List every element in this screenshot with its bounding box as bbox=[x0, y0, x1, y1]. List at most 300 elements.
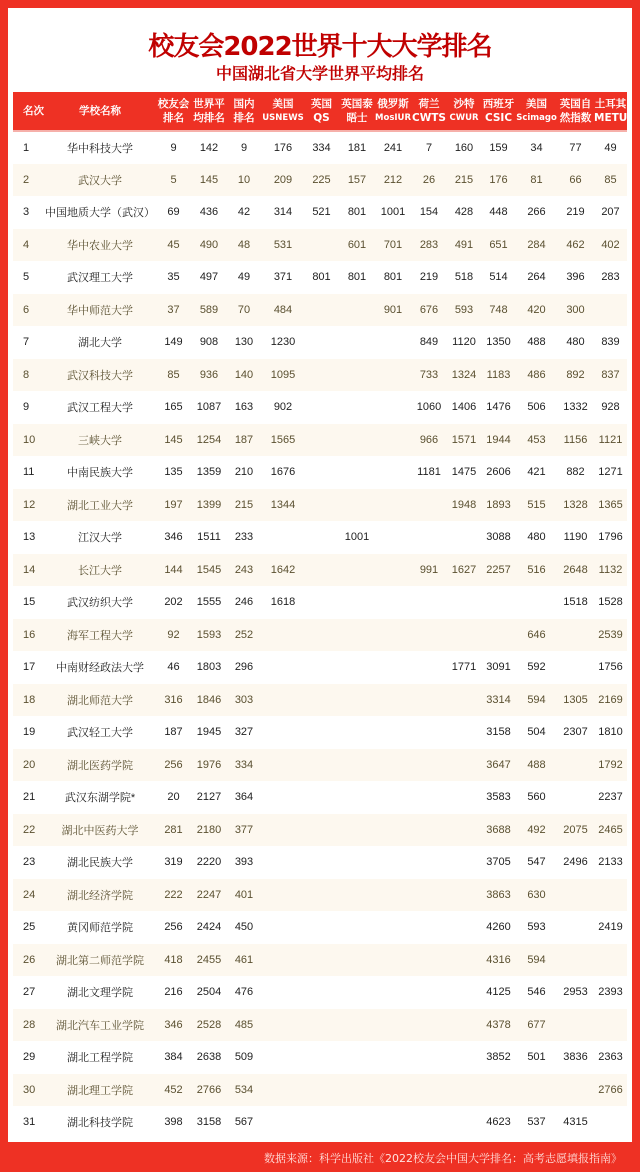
score-cell: 1001 bbox=[380, 206, 406, 219]
score-cell: 319 bbox=[164, 856, 183, 869]
table-row bbox=[13, 1074, 627, 1107]
score-cell: 20 bbox=[167, 791, 180, 804]
score-cell bbox=[339, 749, 375, 782]
score-cell: 902 bbox=[273, 401, 293, 414]
score-cell: 1350 bbox=[486, 336, 511, 349]
score-cell: 197 bbox=[155, 489, 192, 522]
score-cell bbox=[375, 586, 411, 619]
score-cell bbox=[411, 911, 447, 944]
column-header-line2: USNEWS bbox=[262, 113, 304, 123]
score-cell: 1060 bbox=[416, 401, 442, 414]
score-cell: 1475 bbox=[451, 466, 477, 479]
score-cell: 1796 bbox=[598, 531, 623, 544]
score-cell: 421 bbox=[527, 466, 546, 479]
score-cell: 37 bbox=[155, 294, 192, 327]
column-header-line1: 国内 bbox=[233, 98, 255, 110]
score-cell: 364 bbox=[234, 791, 254, 804]
column-header-line2: METU bbox=[594, 112, 628, 124]
school-name-cell: 中南民族大学 bbox=[67, 467, 133, 480]
score-cell: 1810 bbox=[598, 726, 623, 739]
score-cell: 733 bbox=[411, 359, 447, 392]
table-row bbox=[13, 521, 627, 554]
score-cell: 1528 bbox=[598, 596, 623, 609]
score-cell bbox=[594, 294, 627, 327]
rank-cell: 22 bbox=[13, 814, 45, 847]
column-header bbox=[45, 92, 155, 131]
score-cell: 497 bbox=[199, 271, 219, 284]
school-name-cell: 华中科技大学 bbox=[67, 142, 133, 155]
score-cell bbox=[447, 684, 481, 717]
score-cell: 314 bbox=[273, 206, 293, 219]
score-cell: 547 bbox=[527, 856, 546, 869]
score-cell bbox=[262, 749, 304, 782]
score-cell bbox=[375, 1074, 411, 1107]
rank-cell: 25 bbox=[23, 921, 36, 934]
score-cell bbox=[375, 359, 411, 392]
table-row bbox=[13, 456, 627, 489]
score-cell: 70 bbox=[226, 294, 262, 327]
score-cell bbox=[262, 1106, 304, 1139]
score-cell: 316 bbox=[155, 684, 192, 717]
score-cell: 215 bbox=[226, 489, 262, 522]
score-cell: 142 bbox=[199, 141, 219, 154]
score-cell: 2257 bbox=[481, 554, 516, 587]
table-row bbox=[13, 261, 627, 294]
score-cell bbox=[411, 684, 447, 717]
ranking-table bbox=[13, 92, 627, 1139]
score-cell: 593 bbox=[527, 921, 546, 934]
score-cell bbox=[516, 586, 557, 619]
score-cell bbox=[262, 976, 304, 1009]
score-cell: 300 bbox=[557, 294, 594, 327]
score-cell: 159 bbox=[489, 141, 508, 154]
score-cell: 154 bbox=[419, 206, 439, 219]
score-cell: 334 bbox=[226, 749, 262, 782]
score-cell: 1365 bbox=[594, 489, 627, 522]
score-cell: 1132 bbox=[594, 554, 627, 587]
score-cell bbox=[262, 879, 304, 912]
school-name-cell: 武汉轻工大学 bbox=[67, 727, 133, 740]
score-cell: 266 bbox=[527, 206, 546, 219]
score-cell: 3836 bbox=[563, 1051, 588, 1064]
score-cell bbox=[339, 1106, 375, 1139]
score-cell: 882 bbox=[566, 466, 585, 479]
score-cell: 5 bbox=[155, 164, 192, 197]
score-cell: 4260 bbox=[486, 921, 511, 934]
score-cell: 46 bbox=[167, 661, 180, 674]
table-row bbox=[13, 164, 627, 197]
score-cell: 3863 bbox=[481, 879, 516, 912]
score-cell: 849 bbox=[419, 336, 439, 349]
score-cell bbox=[375, 391, 411, 424]
score-cell: 1254 bbox=[192, 424, 226, 457]
column-header-line2: 然指数 bbox=[559, 112, 592, 124]
score-cell bbox=[411, 521, 447, 554]
score-cell: 85 bbox=[594, 164, 627, 197]
score-cell bbox=[481, 586, 516, 619]
score-cell: 2363 bbox=[598, 1051, 623, 1064]
column-header bbox=[481, 92, 516, 131]
score-cell: 514 bbox=[489, 271, 508, 284]
score-cell: 504 bbox=[527, 726, 546, 739]
score-cell: 283 bbox=[411, 229, 447, 262]
score-cell: 1095 bbox=[262, 359, 304, 392]
score-cell bbox=[375, 456, 411, 489]
score-cell: 1846 bbox=[192, 684, 226, 717]
score-cell bbox=[447, 814, 481, 847]
column-header-line2: 排名 bbox=[233, 112, 255, 124]
school-name-cell: 海军工程大学 bbox=[45, 619, 155, 652]
score-cell bbox=[375, 976, 411, 1009]
score-cell: 283 bbox=[601, 271, 620, 284]
score-cell: 9 bbox=[240, 141, 248, 154]
score-cell: 801 bbox=[383, 271, 403, 284]
column-header bbox=[411, 92, 447, 131]
score-cell: 49 bbox=[604, 141, 617, 154]
score-cell bbox=[411, 1106, 447, 1139]
score-cell bbox=[447, 1106, 481, 1139]
score-cell: 371 bbox=[273, 271, 293, 284]
score-cell: 2528 bbox=[192, 1009, 226, 1042]
score-cell: 748 bbox=[481, 294, 516, 327]
score-cell: 163 bbox=[234, 401, 254, 414]
score-cell bbox=[375, 1106, 411, 1139]
score-cell bbox=[339, 586, 375, 619]
rank-cell: 29 bbox=[23, 1051, 36, 1064]
score-cell bbox=[375, 424, 411, 457]
rank-cell: 23 bbox=[23, 856, 36, 869]
score-cell: 646 bbox=[516, 619, 557, 652]
school-name-cell: 湖北大学 bbox=[78, 337, 122, 350]
score-cell bbox=[447, 749, 481, 782]
score-cell: 49 bbox=[237, 271, 251, 284]
score-cell: 207 bbox=[601, 206, 620, 219]
score-cell: 246 bbox=[234, 596, 254, 609]
score-cell: 601 bbox=[339, 229, 375, 262]
score-cell bbox=[262, 1074, 304, 1107]
score-cell: 2766 bbox=[192, 1074, 226, 1107]
score-cell: 45 bbox=[155, 229, 192, 262]
score-cell bbox=[411, 651, 447, 684]
score-cell bbox=[375, 879, 411, 912]
score-cell bbox=[304, 879, 339, 912]
score-cell: 516 bbox=[516, 554, 557, 587]
page-title: 校友会2022世界十大大学排名 bbox=[148, 32, 492, 62]
score-cell bbox=[375, 911, 411, 944]
score-cell bbox=[304, 554, 339, 587]
score-cell: 1001 bbox=[344, 531, 370, 544]
score-cell bbox=[411, 1009, 447, 1042]
score-cell: 892 bbox=[557, 359, 594, 392]
score-cell: 448 bbox=[489, 206, 508, 219]
score-cell bbox=[375, 619, 411, 652]
table-row bbox=[13, 391, 627, 424]
score-cell: 560 bbox=[527, 791, 546, 804]
score-cell: 801 bbox=[347, 271, 367, 284]
score-cell: 1359 bbox=[196, 466, 222, 479]
score-cell: 594 bbox=[516, 944, 557, 977]
score-cell: 1676 bbox=[270, 466, 296, 479]
score-cell: 42 bbox=[237, 206, 251, 219]
score-cell: 402 bbox=[594, 229, 627, 262]
score-cell bbox=[375, 489, 411, 522]
score-cell: 1948 bbox=[447, 489, 481, 522]
score-cell bbox=[375, 944, 411, 977]
score-cell: 212 bbox=[375, 164, 411, 197]
score-cell: 485 bbox=[226, 1009, 262, 1042]
table-row bbox=[13, 1009, 627, 1042]
data-source-note: 数据来源：科学出版社《2022校友会中国大学排名：高考志愿填报指南》 bbox=[264, 1152, 622, 1165]
column-header-line1: 英国 bbox=[311, 98, 332, 110]
school-name-cell: 华中农业大学 bbox=[45, 229, 155, 262]
score-cell bbox=[304, 521, 339, 554]
score-cell: 492 bbox=[516, 814, 557, 847]
column-header bbox=[557, 92, 594, 131]
score-cell: 1756 bbox=[598, 661, 623, 674]
score-cell: 2953 bbox=[563, 986, 588, 999]
score-cell bbox=[262, 684, 304, 717]
score-cell: 488 bbox=[516, 749, 557, 782]
score-cell: 1511 bbox=[197, 531, 221, 544]
table-row bbox=[13, 911, 627, 944]
table-row bbox=[13, 1106, 627, 1139]
score-cell: 546 bbox=[527, 986, 546, 999]
table-row bbox=[13, 554, 627, 587]
score-cell: 398 bbox=[164, 1116, 183, 1129]
score-cell: 296 bbox=[234, 661, 254, 674]
score-cell: 428 bbox=[454, 206, 474, 219]
score-cell: 531 bbox=[262, 229, 304, 262]
table-row bbox=[13, 976, 627, 1009]
column-header-line1: 沙特 bbox=[453, 98, 475, 110]
score-cell: 589 bbox=[192, 294, 226, 327]
score-cell: 436 bbox=[199, 206, 219, 219]
rank-cell: 16 bbox=[13, 619, 45, 652]
table-row bbox=[13, 326, 627, 359]
score-cell: 490 bbox=[192, 229, 226, 262]
table-row bbox=[13, 294, 627, 327]
table-row bbox=[13, 684, 627, 717]
school-name-cell: 湖北中医药大学 bbox=[45, 814, 155, 847]
score-cell: 2393 bbox=[598, 986, 623, 999]
score-cell bbox=[339, 424, 375, 457]
score-cell bbox=[557, 749, 594, 782]
score-cell: 2648 bbox=[557, 554, 594, 587]
score-cell bbox=[304, 1074, 339, 1107]
score-cell: 1571 bbox=[447, 424, 481, 457]
score-cell bbox=[375, 651, 411, 684]
score-cell: 2455 bbox=[192, 944, 226, 977]
score-cell: 518 bbox=[454, 271, 474, 284]
school-name-cell: 湖北科技学院 bbox=[67, 1117, 133, 1130]
rank-cell: 12 bbox=[13, 489, 45, 522]
score-cell: 839 bbox=[601, 336, 620, 349]
score-cell bbox=[304, 651, 339, 684]
score-cell: 222 bbox=[155, 879, 192, 912]
school-name-cell: 湖北工业大学 bbox=[45, 489, 155, 522]
score-cell bbox=[516, 1074, 557, 1107]
score-cell bbox=[304, 489, 339, 522]
table-row bbox=[13, 359, 627, 392]
score-cell bbox=[481, 1074, 516, 1107]
rank-cell: 11 bbox=[23, 466, 35, 479]
score-cell: 1642 bbox=[262, 554, 304, 587]
score-cell: 486 bbox=[516, 359, 557, 392]
score-cell: 2075 bbox=[557, 814, 594, 847]
score-cell: 303 bbox=[226, 684, 262, 717]
column-header-line2: CSIC bbox=[484, 112, 513, 124]
column-header-line1: 学校名称 bbox=[79, 105, 121, 117]
score-cell bbox=[557, 651, 594, 684]
score-cell bbox=[339, 1009, 375, 1042]
score-cell: 377 bbox=[226, 814, 262, 847]
score-cell: 1893 bbox=[481, 489, 516, 522]
score-cell: 1545 bbox=[192, 554, 226, 587]
score-cell bbox=[411, 586, 447, 619]
score-cell: 3091 bbox=[486, 661, 511, 674]
score-cell bbox=[375, 1009, 411, 1042]
rank-cell: 10 bbox=[13, 424, 45, 457]
column-header bbox=[262, 92, 304, 131]
score-cell bbox=[304, 359, 339, 392]
score-cell: 7 bbox=[425, 141, 433, 154]
score-cell: 334 bbox=[312, 141, 331, 154]
column-header bbox=[516, 92, 557, 131]
rank-cell: 28 bbox=[13, 1009, 45, 1042]
score-cell bbox=[447, 879, 481, 912]
rank-cell: 3 bbox=[23, 206, 30, 219]
column-header bbox=[339, 92, 375, 131]
score-cell bbox=[447, 976, 481, 1009]
score-cell: 4316 bbox=[481, 944, 516, 977]
column-header-line2: 排名 bbox=[163, 112, 184, 124]
school-name-cell: 江汉大学 bbox=[78, 532, 122, 545]
table-row bbox=[13, 424, 627, 457]
score-cell: 1944 bbox=[481, 424, 516, 457]
score-cell: 966 bbox=[411, 424, 447, 457]
score-cell: 677 bbox=[516, 1009, 557, 1042]
column-header-line2: MosIUR bbox=[375, 113, 411, 123]
column-header-line2: Scimago bbox=[516, 113, 557, 123]
school-name-cell: 湖北医药学院 bbox=[45, 749, 155, 782]
rank-cell: 1 bbox=[23, 141, 30, 154]
score-cell bbox=[375, 781, 411, 814]
score-cell bbox=[481, 619, 516, 652]
score-cell: 837 bbox=[594, 359, 627, 392]
column-header-line2: CWTS bbox=[411, 112, 446, 124]
score-cell: 1120 bbox=[452, 336, 476, 349]
column-header bbox=[304, 92, 339, 131]
score-cell: 1399 bbox=[192, 489, 226, 522]
score-cell: 801 bbox=[347, 206, 367, 219]
score-cell: 1976 bbox=[192, 749, 226, 782]
table-row bbox=[13, 814, 627, 847]
column-header bbox=[13, 92, 45, 131]
score-cell bbox=[262, 619, 304, 652]
school-name-cell: 中南财经政法大学 bbox=[56, 662, 144, 675]
score-cell bbox=[447, 944, 481, 977]
score-cell: 2424 bbox=[196, 921, 222, 934]
score-cell: 2247 bbox=[192, 879, 226, 912]
score-cell: 176 bbox=[273, 141, 293, 154]
score-cell bbox=[304, 424, 339, 457]
score-cell bbox=[557, 1009, 594, 1042]
score-cell bbox=[375, 326, 411, 359]
score-cell: 2539 bbox=[594, 619, 627, 652]
score-cell bbox=[447, 586, 481, 619]
score-cell bbox=[304, 326, 339, 359]
score-cell: 592 bbox=[527, 661, 546, 674]
score-cell bbox=[594, 944, 627, 977]
score-cell: 1156 bbox=[557, 424, 594, 457]
score-cell: 66 bbox=[557, 164, 594, 197]
column-header-line1: 英国泰 bbox=[341, 98, 373, 110]
score-cell bbox=[304, 391, 339, 424]
score-cell: 509 bbox=[234, 1051, 254, 1064]
score-cell: 2496 bbox=[563, 856, 588, 869]
score-cell: 594 bbox=[516, 684, 557, 717]
score-cell bbox=[262, 651, 304, 684]
score-cell: 346 bbox=[155, 1009, 192, 1042]
score-cell: 506 bbox=[527, 401, 546, 414]
score-cell: 135 bbox=[164, 466, 183, 479]
table-row bbox=[13, 716, 627, 749]
score-cell: 2766 bbox=[594, 1074, 627, 1107]
table-row bbox=[13, 944, 627, 977]
score-cell bbox=[447, 1074, 481, 1107]
score-cell bbox=[375, 1041, 411, 1074]
table-row bbox=[13, 229, 627, 262]
score-cell bbox=[339, 619, 375, 652]
rank-cell: 2 bbox=[13, 164, 45, 197]
school-name-cell: 湖北工程学院 bbox=[67, 1052, 133, 1065]
score-cell: 4623 bbox=[486, 1116, 511, 1129]
score-cell: 4315 bbox=[563, 1116, 588, 1129]
score-cell: 476 bbox=[234, 986, 254, 999]
score-cell bbox=[304, 456, 339, 489]
school-name-cell: 湖北汽车工业学院 bbox=[45, 1009, 155, 1042]
score-cell bbox=[375, 554, 411, 587]
score-cell: 145 bbox=[155, 424, 192, 457]
score-cell: 1121 bbox=[594, 424, 627, 457]
score-cell: 3705 bbox=[486, 856, 511, 869]
score-cell bbox=[339, 554, 375, 587]
rank-cell: 13 bbox=[23, 531, 36, 544]
score-cell: 149 bbox=[164, 336, 183, 349]
score-cell: 3583 bbox=[486, 791, 511, 804]
score-cell bbox=[557, 911, 594, 944]
score-cell bbox=[339, 391, 375, 424]
score-cell: 85 bbox=[155, 359, 192, 392]
score-cell: 480 bbox=[566, 336, 585, 349]
score-cell: 1518 bbox=[563, 596, 588, 609]
score-cell: 537 bbox=[527, 1116, 546, 1129]
rank-cell: 27 bbox=[23, 986, 36, 999]
score-cell: 452 bbox=[155, 1074, 192, 1107]
score-cell: 462 bbox=[557, 229, 594, 262]
column-header-line2: 晤士 bbox=[346, 112, 368, 124]
score-cell bbox=[411, 846, 447, 879]
score-cell: 346 bbox=[164, 531, 183, 544]
score-cell bbox=[304, 944, 339, 977]
score-cell: 401 bbox=[226, 879, 262, 912]
score-cell: 284 bbox=[516, 229, 557, 262]
score-cell bbox=[339, 846, 375, 879]
table-row bbox=[13, 1041, 627, 1074]
score-cell: 1406 bbox=[451, 401, 477, 414]
table-header-row bbox=[13, 92, 627, 131]
school-name-cell: 湖北第二师范学院 bbox=[45, 944, 155, 977]
